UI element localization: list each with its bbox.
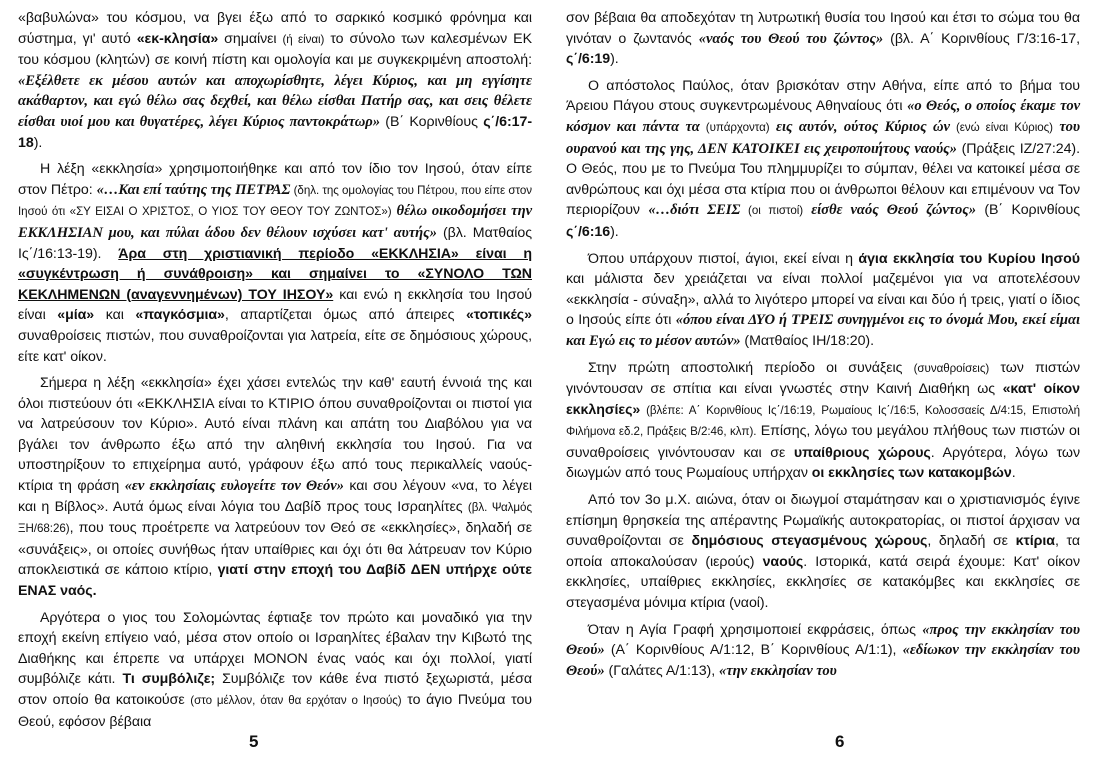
text-run: «…διότι ΣΕΙΣ (648, 202, 741, 219)
text-run: «μία» (57, 307, 95, 324)
text-run: (βλ. Ματθαίος Ις΄/16:13-19). (18, 224, 533, 262)
text-run: θέλω οικοδομήσει την ΕΚΚΛΗΣΙΑΝ μου, και πύλαι άδου δεν θέλουν ισχύσει κατ' αυτής» (18, 203, 532, 241)
text-run: ς΄/6:19 (566, 51, 611, 68)
text-run: «εδίωκον την εκκλησίαν του Θεού» (566, 642, 1080, 679)
text-run: «βαβυλώνα» του κόσμου, να βγει έξω από το σαρκικό κοσμικό φρόνημα και σύστημα, γι' αυτό (18, 10, 532, 47)
text-run: κτίρια (1015, 533, 1055, 550)
text-run: υπαίθριους χώρους (793, 444, 931, 461)
paragraph (566, 620, 1080, 682)
text-run: . Αργότερα, λόγω των διωγμών από τους Ρωμαίους υπήρχαν (566, 444, 1081, 482)
text-run: Όταν η Αγία Γραφή χρησιμοποιεί εκφράσεις, όπως (588, 621, 923, 638)
text-run: «όπου είναι ΔΥΟ ή ΤΡΕΙΣ συνηγμένοι εις το όνομά Μου, εκεί είμαι και Εγώ εις το μέσον αυτών» (566, 312, 1080, 349)
text-run: και σου λέγουν «να, το λέγει και η Βίβλος». Αυτά όμως είναι λόγια του Δαβίδ προς τους Ισραηλίτες (18, 478, 532, 515)
text-run: Συμβόλιζε τον κάθε ένα πιστό ξεχωριστά, μέσα στον οποίο θα κατοικούσε (18, 671, 533, 708)
paragraph (566, 490, 1080, 614)
text-run: , απαρτίζεται όμως από άπειρες (224, 307, 466, 324)
text-run: «εκ-κλησία» (136, 30, 219, 47)
text-run: και (94, 307, 136, 324)
text-run: (βλ. Ψαλμός ΞΗ/68:26) (18, 500, 532, 536)
text-run: «ναός του Θεού του ζώντος» (698, 30, 884, 47)
text-run: «εν εκκλησίαις ευλογείτε τον Θεόν» (124, 478, 344, 495)
text-run: (βλ. Α΄ Κορινθίους Γ/3:16-17, (883, 30, 1080, 47)
text-run: «Εξέλθετε εκ μέσου αυτών και αποχωρίσθητε, λέγει Κύριος, και μη εγγίσητε ακάθαρτον, και εγώ θέλω σας δεχθεί, και θέλω είσθαι Πατήρ σας, και σεις θέλετε είσθαι υιοί μου και θυγατέρες, λέγει Κύριος παντοκράτωρ» (18, 72, 532, 130)
text-run: (Β΄ Κορινθίους (379, 113, 484, 130)
text-run: άγια εκκλησία του Κυρίου Ιησού (858, 250, 1080, 267)
text-run: ς΄/6:16 (566, 223, 611, 240)
text-run: γιατί στην εποχή του Δαβίδ ΔΕΝ υπήρχε ούτε ΕΝΑΣ ναός. (18, 562, 532, 600)
text-run: Επίσης, λόγω του μεγάλου πλήθους των πιστών οι συναθροίσεις γινόντουσαν και σε (566, 423, 1080, 461)
text-run: ναούς (762, 553, 804, 570)
text-run: ς΄/6:17-18 (18, 113, 532, 151)
paragraph (18, 373, 532, 602)
text-run: , που τους προέτρεπε να λατρεύουν τον Θεό σε «εκκλησίες», δηλαδή σε «συνάξεις», οι οποίες συνήθως ήταν υπαίθριες και όχι ότι θα λάτρευαν τον Κύριο αποκλειστικά σε κάποιο κτίριο, (18, 520, 532, 579)
text-run: «ο Θεός, ο οποίος έκαμε τον κόσμον και πάντα τα (566, 98, 1080, 135)
text-run: είσθε ναός Θεού ζώντος» (803, 202, 976, 219)
text-run: Όπου υπάρχουν πιστοί, άγιοι, εκεί είναι η (588, 250, 859, 267)
text-run: (υπάρχοντα) (699, 120, 770, 134)
text-run: , τα οποία αποκαλούσαν (ιερούς) (566, 533, 1081, 570)
text-run: «παγκόσμια» (135, 307, 225, 324)
text-run: το σύνολο των καλεσμένων ΕΚ του κόσμου (κλητών) σε κοινή πίστη και ομολογία και με συγκεκριμένη αποστολή: (18, 30, 532, 69)
text-run: . (1011, 465, 1016, 482)
text-run: οι εκκλησίες των κατακομβών (811, 465, 1012, 482)
paragraph (566, 8, 1080, 70)
text-run: (Ματθαίος ΙΗ/18:20). (740, 332, 874, 349)
paragraph (566, 249, 1080, 352)
text-run: (Α΄ Κορινθίους Α/1:12, Β΄ Κορινθίους Α/1:1), (604, 642, 903, 659)
text-run: ). (610, 223, 619, 240)
text-run: (δηλ. της ομολογίας του Πέτρου, που είπε στον Ιησού ότι «ΣΥ ΕΙΣΑΙ Ο ΧΡΙΣΤΟΣ, Ο ΥΙΟΣ ΤΟΥ ΘΕΟΥ ΤΟΥ ΖΩΝΤΟΣ») (18, 183, 532, 219)
paragraph (18, 608, 532, 733)
text-run: (Γαλάτες Α/1:13), (604, 662, 719, 679)
text-run: το άγιο Πνεύμα του Θεού, εφόσον βέβαια (18, 692, 532, 730)
text-run: «προς την εκκλησίαν του Θεού» (566, 621, 1081, 659)
text-run: σον βέβαια θα αποδεχόταν τη λυτρωτική θυσία του Ιησού και έτσι το σώμα του θα γινόταν ο ζωντανός (566, 10, 1080, 47)
text-run: Από τον 3ο μ.Χ. αιώνα, όταν οι διωγμοί σταμάτησαν και ο χριστιανισμός έγινε επίσημη θρησκεία της απέραντης Ρωμαϊκής αυτοκρατορίας, οι πιστοί άρχισαν να συναθροίζονται σε (566, 492, 1080, 550)
text-run: «κατ' οίκον εκκλησίες» (566, 381, 1080, 418)
text-run: . Ιστορικά, κατά σειρά έχουμε: Κατ' οίκον εκκλησίες, υπαίθριες εκκλησίες, εκκλησίες σε κατακόμβες και εκκλησίες σε στεγασμένα μόνιμα κτίρια (ναοί). (566, 553, 1080, 612)
text-run: σημαίνει (218, 30, 283, 47)
paragraph (18, 8, 532, 153)
text-run: Αργότερα ο γιος του Σολομώντας έφτιαξε τον πρώτο και μοναδικό για την εποχή εκείνη επίγειο ναό, μέσα στον οποίο οι Ισραηλίτες έβαλαν την Κιβωτό της Διαθήκης και έπρεπε να υπάρχει ΜΟΝΟΝ ένας ναός και όχι πολλοί, γιατί συμβόλιζε κάτι. (18, 609, 532, 688)
text-run: Στην πρώτη αποστολική περίοδο οι συνάξεις (588, 359, 914, 376)
text-run: των πιστών γινόντουσαν σε σπίτια και είναι γνωστές στην Καινή Διαθήκη ως (566, 359, 1081, 398)
text-run: Ο απόστολος Παύλος, όταν βρισκόταν στην Αθήνα, είπε από το βήμα του Άρειου Πάγου στους συγκεντρωμένους Αθηναίους ότι (566, 77, 1080, 115)
text-run: , δηλαδή σε (927, 533, 1016, 550)
text-run: (στο μέλλον, όταν θα ερχόταν ο Ιησούς) (190, 694, 402, 707)
text-run: ). (610, 51, 619, 68)
text-run: (συναθροίσεις) (913, 361, 990, 375)
paragraph (566, 358, 1080, 485)
text-run: δημόσιους στεγασμένους χώρους (691, 533, 928, 550)
page-left (18, 8, 532, 732)
text-run: Τι συμβόλιζε; (122, 671, 216, 688)
text-run: συναθροίσεις πιστών, που συναθροίζονται για λατρεία, είτε σε δημόσιους χώρους, είτε κατ' οίκον. (18, 327, 532, 365)
paragraph (566, 76, 1080, 243)
text-run: (Πράξεις ΙΖ/27:24). Ο Θεός, που με το Πνεύμα Του πλημμυρίζει το σύμπαν, θέλει να κατοικεί μέσα σε ανθρώπους και όχι μέσα στα κτίρια που οι άνθρωποι θέλουν και επιμένουν να Τον περιορίζουν (566, 140, 1081, 219)
text-run: (ή είναι) (282, 32, 325, 46)
page-number-right: 6 (835, 732, 845, 751)
text-run: «…Και επί ταύτης της ΠΕΤΡΑΣ (96, 181, 291, 198)
text-run: ). (33, 134, 43, 151)
page-number-left: 5 (249, 732, 259, 751)
text-run: (Β΄ Κορινθίους (975, 202, 1080, 219)
text-run: (οι πιστοί) (740, 204, 804, 218)
page-right (566, 8, 1080, 681)
text-run: και μάλιστα δεν χρειάζεται να είναι πολλοί μαζεμένοι για να αποτελέσουν «εκκλησία - σύναξη», αλλά το λιγότερο μπορεί να είναι και δύο ή τρεις, γιατί ο ίδιος ο Ιησούς είπε ότι (566, 271, 1080, 329)
text-run: «τοπικές» (465, 307, 532, 324)
text-run: και ενώ η εκκλησία του Ιησού είναι (18, 286, 532, 324)
text-run: Άρα στη χριστιανική περίοδο «ΕΚΚΛΗΣΙΑ» είναι η «συγκέντρωση ή συνάθροιση» και σημαίνει το «ΣΥΝΟΛΟ ΤΩΝ ΚΕΚΛΗΜΕΝΩΝ (αναγεννημένων) ΤΟΥ ΙΗΣΟΥ» (18, 245, 533, 303)
paragraph (18, 159, 532, 367)
text-run: Σήμερα η λέξη «εκκλησία» έχει χάσει εντελώς την καθ' εαυτή έννοιά της και όλοι πιστεύουν ότι «ΕΚΚΛΗΣΙΑ είναι το ΚΤΙΡΙΟ όπου συναθροίζονται οι πιστοί για να λατρεύσουν τον Κύριο». Αυτό είναι πλάνη και απάτη του Διαβόλου για να βγάλει τον άνθρωπο έξω από την αληθινή εκκλησία του Ιησού. Για να υποστηρίξουν το επιχείρημα αυτό, γράφουν έξω από τους περικαλλείς ναούς-κτίρια τη φράση (18, 375, 532, 495)
text-run: του ουρανού και της γης, ΔΕΝ ΚΑΤΟΙΚΕΙ εις χειροποιήτους ναούς» (566, 118, 1080, 157)
text-run: «την εκκλησίαν του (719, 662, 837, 679)
text-run: Η λέξη «εκκλησία» χρησιμοποιήθηκε και από τον ίδιο τον Ιησού, όταν είπε στον Πέτρο: (18, 161, 532, 198)
text-run: (βλέπε: Α΄ Κορινθίους Ις΄/16:19, Ρωμαίους Ις΄/16:5, Κολοσσαείς Δ/4:15, Επιστολή Φιλήμονα εδ.2, Πράξεις Β/2:46, κλπ). (566, 403, 1080, 439)
text-run: εις αυτόν, ούτος Κύριος ών (769, 118, 950, 135)
text-run: (ενώ είναι Κύριος) (949, 120, 1053, 134)
